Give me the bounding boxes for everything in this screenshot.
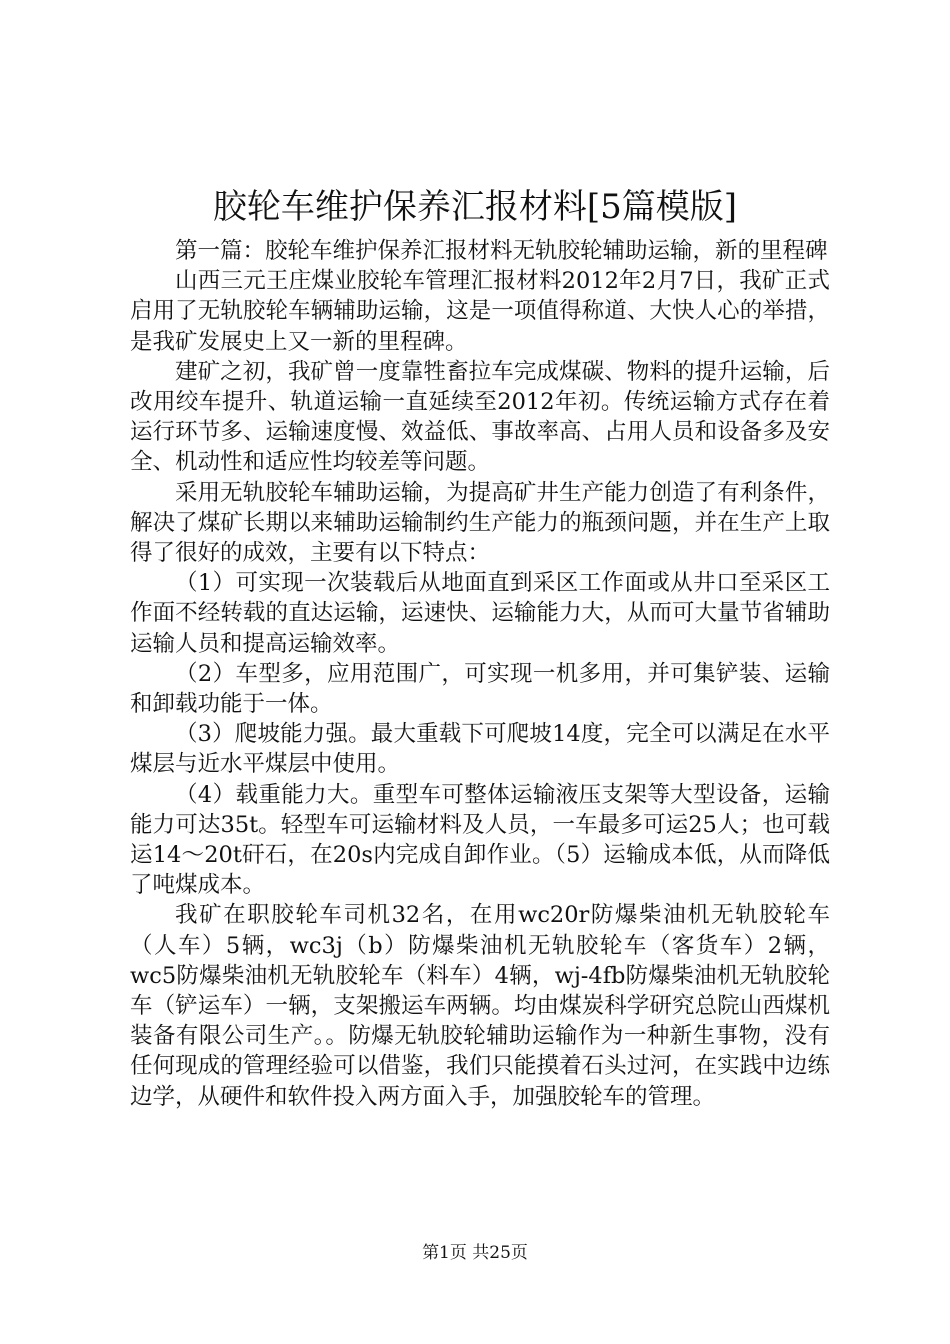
page-footer: 第1页 共25页 [422, 1243, 528, 1263]
paragraph: （3）爬坡能力强。最大重载下可爬坡14度，完全可以满足在水平煤层与近水平煤层中使用。 [130, 721, 830, 778]
document-title: 胶轮车维护保养汇报材料[5篇模版] [212, 187, 738, 227]
paragraph: （4）载重能力大。重型车可整体运输液压支架等大型设备，运输能力可达35t。轻型车可运输材料及人员，一车最多可运25人；也可载运14～20t矸石，在20s内完成自卸作业。（5）运输成本低，从而降低了吨煤成本。 [130, 781, 830, 899]
paragraph: 建矿之初，我矿曾一度靠牲畜拉车完成煤碳、物料的提升运输，后改用绞车提升、轨道运输一直延续至2012年初。传统运输方式存在着运行环节多、运输速度慢、效益低、事故率高、占用人员和设备多及安全、机动性和适应性均较差等问题。 [130, 358, 830, 476]
paragraph: 采用无轨胶轮车辅助运输，为提高矿井生产能力创造了有利条件，解决了煤矿长期以来辅助运输制约生产能力的瓶颈问题，并在生产上取得了很好的成效，主要有以下特点： [130, 479, 830, 567]
paragraph: 第一篇：胶轮车维护保养汇报材料无轨胶轮辅助运输，新的里程碑 [175, 238, 828, 264]
document-body [130, 236, 830, 1112]
paragraph: （2）车型多，应用范围广，可实现一机多用，并可集铲装、运输和卸载功能于一体。 [130, 660, 830, 718]
paragraph: 我矿在职胶轮车司机32名，在用wc20r防爆柴油机无轨胶轮车（人车）5辆，wc3j（b）防爆柴油机无轨胶轮车（客货车）2辆，wc5防爆柴油机无轨胶轮车（料车）4辆，wj-4fb防爆柴油机无轨胶轮车（铲运车）一辆，支架搬运车两辆。均由煤炭科学研究总院山西煤机装备有限公司生产。。防爆无轨胶轮辅助运输作为一种新生事物，没有任何现成的管理经验可以借鉴，我们只能摸着石头过河，在实践中边练边学，从硬件和软件投入两方面入手，加强胶轮车的管理。 [130, 902, 830, 1110]
paragraph: （1）可实现一次装载后从地面直到采区工作面或从井口至采区工作面不经转载的直达运输，运速快、运输能力大，从而可大量节省辅助运输人员和提高运输效率。 [130, 570, 830, 657]
paragraph: 山西三元王庄煤业胶轮车管理汇报材料2012年2月7日，我矿正式启用了无轨胶轮车辆辅助运输，这是一项值得称道、大快人心的举措，是我矿发展史上又一新的里程碑。 [130, 268, 830, 355]
